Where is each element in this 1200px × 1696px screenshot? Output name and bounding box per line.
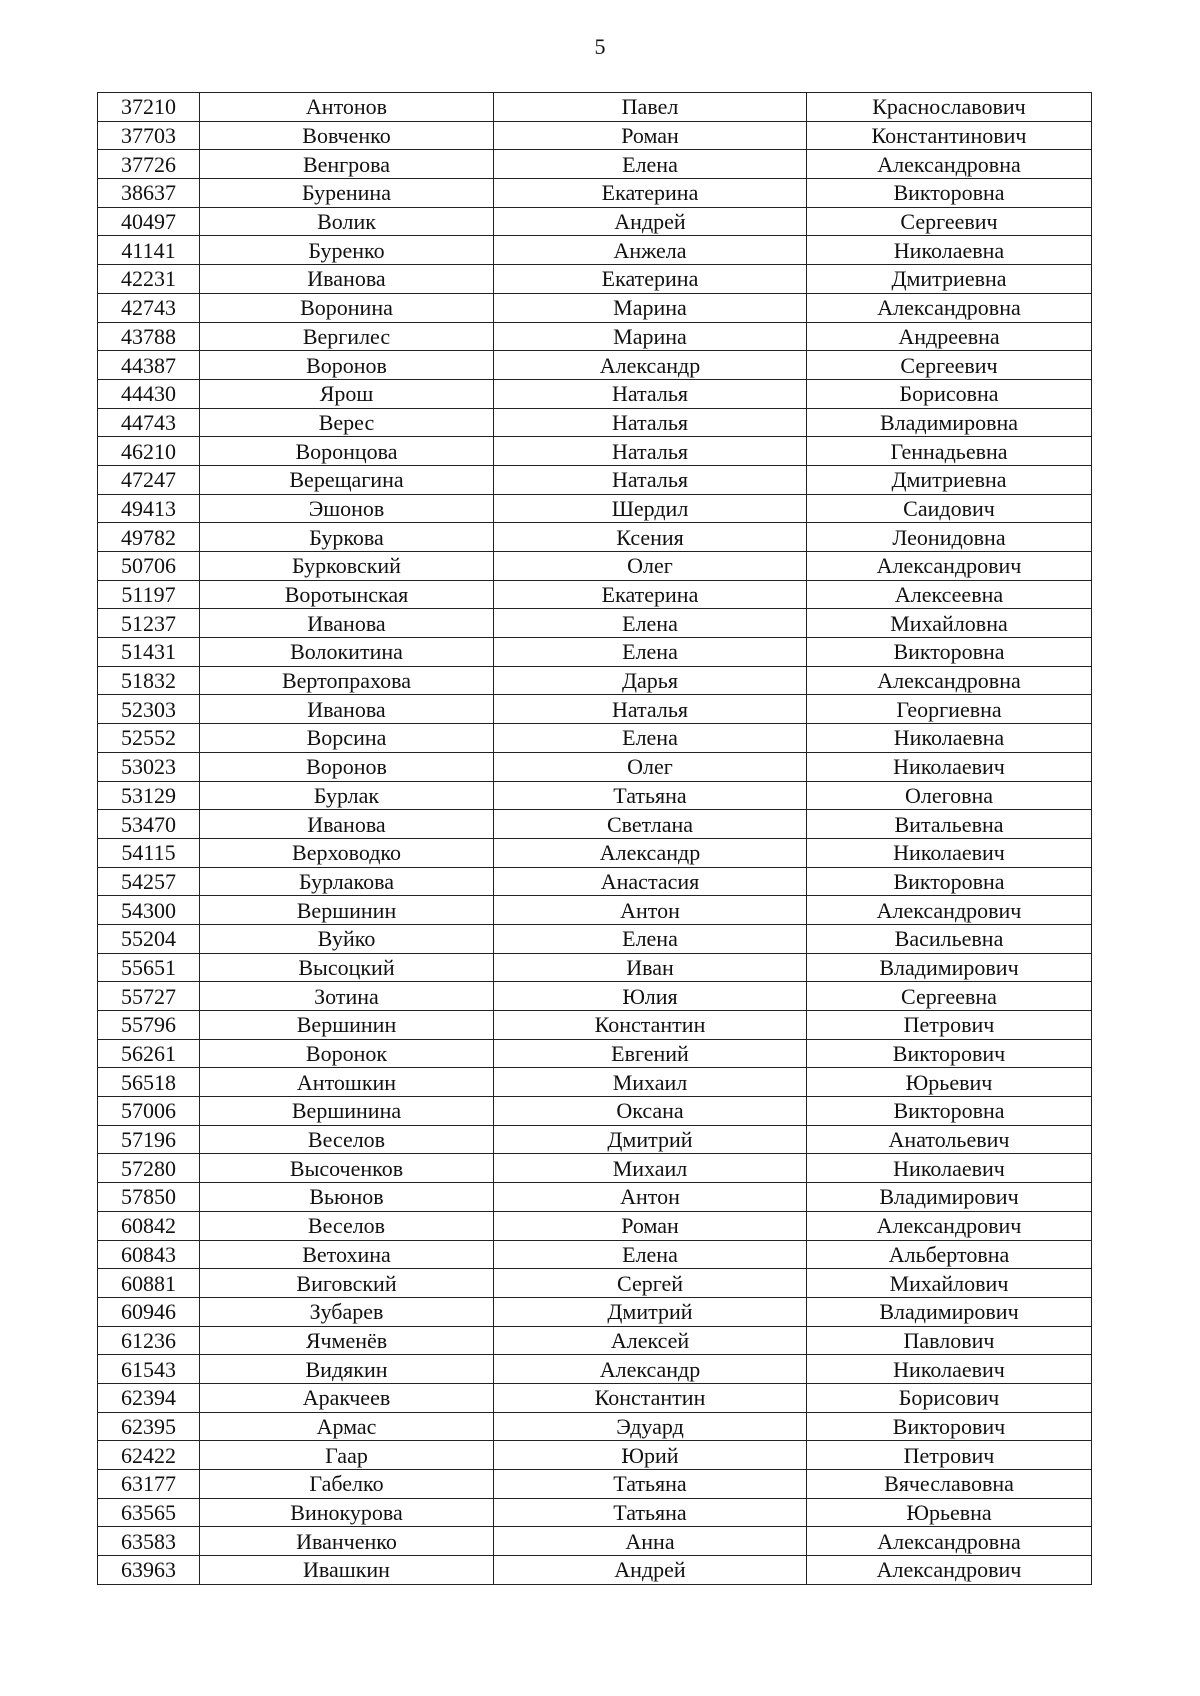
id-cell: 63565 xyxy=(98,1498,200,1527)
last-name-cell: Волокитина xyxy=(200,638,494,667)
table-row xyxy=(98,1498,1092,1527)
last-name-cell: Ветохина xyxy=(200,1240,494,1269)
table-row xyxy=(98,924,1092,953)
patronymic-cell: Александрович xyxy=(807,1556,1092,1585)
last-name-cell: Иванченко xyxy=(200,1527,494,1556)
table-row xyxy=(98,953,1092,982)
id-cell: 47247 xyxy=(98,465,200,494)
last-name-cell: Веселов xyxy=(200,1125,494,1154)
last-name-cell: Воронина xyxy=(200,293,494,322)
first-name-cell: Олег xyxy=(494,752,807,781)
first-name-cell: Сергей xyxy=(494,1269,807,1298)
first-name-cell: Татьяна xyxy=(494,1498,807,1527)
last-name-cell: Ярош xyxy=(200,379,494,408)
first-name-cell: Марина xyxy=(494,322,807,351)
patronymic-cell: Витальевна xyxy=(807,810,1092,839)
patronymic-cell: Петрович xyxy=(807,1011,1092,1040)
patronymic-cell: Борисович xyxy=(807,1383,1092,1412)
table-row xyxy=(98,523,1092,552)
table-row xyxy=(98,1297,1092,1326)
first-name-cell: Светлана xyxy=(494,810,807,839)
patronymic-cell: Александровна xyxy=(807,1527,1092,1556)
first-name-cell: Иван xyxy=(494,953,807,982)
patronymic-cell: Васильевна xyxy=(807,924,1092,953)
last-name-cell: Габелко xyxy=(200,1470,494,1499)
id-cell: 49782 xyxy=(98,523,200,552)
id-cell: 51832 xyxy=(98,666,200,695)
id-cell: 57850 xyxy=(98,1183,200,1212)
id-cell: 55204 xyxy=(98,924,200,953)
table-row xyxy=(98,552,1092,581)
last-name-cell: Армас xyxy=(200,1412,494,1441)
first-name-cell: Михаил xyxy=(494,1068,807,1097)
first-name-cell: Александр xyxy=(494,838,807,867)
patronymic-cell: Владимирович xyxy=(807,1297,1092,1326)
last-name-cell: Вершинин xyxy=(200,896,494,925)
roster-body xyxy=(98,93,1092,1585)
id-cell: 52552 xyxy=(98,724,200,753)
id-cell: 51237 xyxy=(98,609,200,638)
patronymic-cell: Юрьевич xyxy=(807,1068,1092,1097)
table-row xyxy=(98,1125,1092,1154)
table-row xyxy=(98,293,1092,322)
first-name-cell: Юлия xyxy=(494,982,807,1011)
last-name-cell: Зотина xyxy=(200,982,494,1011)
id-cell: 57280 xyxy=(98,1154,200,1183)
table-row xyxy=(98,1039,1092,1068)
patronymic-cell: Михайлович xyxy=(807,1269,1092,1298)
patronymic-cell: Георгиевна xyxy=(807,695,1092,724)
table-row xyxy=(98,666,1092,695)
patronymic-cell: Владимирович xyxy=(807,953,1092,982)
table-row xyxy=(98,1269,1092,1298)
patronymic-cell: Павлович xyxy=(807,1326,1092,1355)
first-name-cell: Андрей xyxy=(494,1556,807,1585)
id-cell: 53470 xyxy=(98,810,200,839)
id-cell: 62422 xyxy=(98,1441,200,1470)
last-name-cell: Аракчеев xyxy=(200,1383,494,1412)
id-cell: 55727 xyxy=(98,982,200,1011)
table-row xyxy=(98,93,1092,122)
patronymic-cell: Викторовна xyxy=(807,867,1092,896)
id-cell: 54257 xyxy=(98,867,200,896)
table-row xyxy=(98,1011,1092,1040)
last-name-cell: Буренко xyxy=(200,236,494,265)
last-name-cell: Воротынская xyxy=(200,580,494,609)
table-row xyxy=(98,1441,1092,1470)
patronymic-cell: Геннадьевна xyxy=(807,437,1092,466)
table-row xyxy=(98,1154,1092,1183)
first-name-cell: Эдуард xyxy=(494,1412,807,1441)
last-name-cell: Вершинина xyxy=(200,1097,494,1126)
table-row xyxy=(98,609,1092,638)
table-row xyxy=(98,1383,1092,1412)
first-name-cell: Елена xyxy=(494,609,807,638)
table-row xyxy=(98,265,1092,294)
table-row xyxy=(98,179,1092,208)
patronymic-cell: Саидович xyxy=(807,494,1092,523)
first-name-cell: Шердил xyxy=(494,494,807,523)
table-row xyxy=(98,236,1092,265)
page-number: 5 xyxy=(594,34,606,59)
patronymic-cell: Николаевна xyxy=(807,236,1092,265)
id-cell: 37726 xyxy=(98,150,200,179)
patronymic-cell: Викторович xyxy=(807,1412,1092,1441)
last-name-cell: Верес xyxy=(200,408,494,437)
id-cell: 60843 xyxy=(98,1240,200,1269)
first-name-cell: Дарья xyxy=(494,666,807,695)
patronymic-cell: Олеговна xyxy=(807,781,1092,810)
first-name-cell: Ксения xyxy=(494,523,807,552)
id-cell: 60946 xyxy=(98,1297,200,1326)
first-name-cell: Юрий xyxy=(494,1441,807,1470)
table-row xyxy=(98,1470,1092,1499)
first-name-cell: Наталья xyxy=(494,695,807,724)
id-cell: 57006 xyxy=(98,1097,200,1126)
last-name-cell: Антошкин xyxy=(200,1068,494,1097)
id-cell: 43788 xyxy=(98,322,200,351)
table-row xyxy=(98,1183,1092,1212)
table-row xyxy=(98,1556,1092,1585)
id-cell: 37210 xyxy=(98,93,200,122)
patronymic-cell: Александрович xyxy=(807,552,1092,581)
first-name-cell: Елена xyxy=(494,638,807,667)
last-name-cell: Буркова xyxy=(200,523,494,552)
patronymic-cell: Дмитриевна xyxy=(807,265,1092,294)
first-name-cell: Александр xyxy=(494,351,807,380)
id-cell: 50706 xyxy=(98,552,200,581)
first-name-cell: Константин xyxy=(494,1011,807,1040)
last-name-cell: Высоцкий xyxy=(200,953,494,982)
last-name-cell: Иванова xyxy=(200,810,494,839)
first-name-cell: Наталья xyxy=(494,408,807,437)
first-name-cell: Марина xyxy=(494,293,807,322)
first-name-cell: Дмитрий xyxy=(494,1125,807,1154)
first-name-cell: Елена xyxy=(494,924,807,953)
last-name-cell: Бурковский xyxy=(200,552,494,581)
patronymic-cell: Викторовна xyxy=(807,179,1092,208)
patronymic-cell: Николаевич xyxy=(807,1154,1092,1183)
first-name-cell: Андрей xyxy=(494,207,807,236)
id-cell: 51197 xyxy=(98,580,200,609)
patronymic-cell: Александрович xyxy=(807,896,1092,925)
table-row xyxy=(98,838,1092,867)
patronymic-cell: Дмитриевна xyxy=(807,465,1092,494)
last-name-cell: Венгрова xyxy=(200,150,494,179)
first-name-cell: Роман xyxy=(494,121,807,150)
id-cell: 49413 xyxy=(98,494,200,523)
last-name-cell: Воронов xyxy=(200,752,494,781)
table-row xyxy=(98,724,1092,753)
patronymic-cell: Алексеевна xyxy=(807,580,1092,609)
patronymic-cell: Александрович xyxy=(807,1211,1092,1240)
first-name-cell: Павел xyxy=(494,93,807,122)
first-name-cell: Антон xyxy=(494,1183,807,1212)
last-name-cell: Иванова xyxy=(200,695,494,724)
id-cell: 52303 xyxy=(98,695,200,724)
first-name-cell: Оксана xyxy=(494,1097,807,1126)
first-name-cell: Антон xyxy=(494,896,807,925)
id-cell: 37703 xyxy=(98,121,200,150)
table-row xyxy=(98,437,1092,466)
first-name-cell: Наталья xyxy=(494,379,807,408)
table-row xyxy=(98,207,1092,236)
id-cell: 53023 xyxy=(98,752,200,781)
id-cell: 57196 xyxy=(98,1125,200,1154)
id-cell: 55651 xyxy=(98,953,200,982)
table-row xyxy=(98,1240,1092,1269)
id-cell: 63583 xyxy=(98,1527,200,1556)
id-cell: 42231 xyxy=(98,265,200,294)
table-row xyxy=(98,121,1092,150)
last-name-cell: Воронов xyxy=(200,351,494,380)
id-cell: 56518 xyxy=(98,1068,200,1097)
id-cell: 44430 xyxy=(98,379,200,408)
table-row xyxy=(98,867,1092,896)
table-row xyxy=(98,752,1092,781)
last-name-cell: Воронцова xyxy=(200,437,494,466)
last-name-cell: Верховодко xyxy=(200,838,494,867)
first-name-cell: Екатерина xyxy=(494,580,807,609)
last-name-cell: Вуйко xyxy=(200,924,494,953)
table-row xyxy=(98,580,1092,609)
patronymic-cell: Петрович xyxy=(807,1441,1092,1470)
table-row xyxy=(98,1326,1092,1355)
last-name-cell: Эшонов xyxy=(200,494,494,523)
first-name-cell: Дмитрий xyxy=(494,1297,807,1326)
id-cell: 56261 xyxy=(98,1039,200,1068)
patronymic-cell: Владимирович xyxy=(807,1183,1092,1212)
first-name-cell: Олег xyxy=(494,552,807,581)
last-name-cell: Буренина xyxy=(200,179,494,208)
last-name-cell: Бурлакова xyxy=(200,867,494,896)
last-name-cell: Видякин xyxy=(200,1355,494,1384)
table-row xyxy=(98,810,1092,839)
id-cell: 62394 xyxy=(98,1383,200,1412)
id-cell: 41141 xyxy=(98,236,200,265)
patronymic-cell: Андреевна xyxy=(807,322,1092,351)
first-name-cell: Татьяна xyxy=(494,1470,807,1499)
id-cell: 53129 xyxy=(98,781,200,810)
patronymic-cell: Николаевич xyxy=(807,838,1092,867)
table-row xyxy=(98,322,1092,351)
last-name-cell: Воронок xyxy=(200,1039,494,1068)
patronymic-cell: Анатольевич xyxy=(807,1125,1092,1154)
first-name-cell: Елена xyxy=(494,150,807,179)
table-row xyxy=(98,1211,1092,1240)
table-row xyxy=(98,408,1092,437)
last-name-cell: Вьюнов xyxy=(200,1183,494,1212)
first-name-cell: Елена xyxy=(494,724,807,753)
id-cell: 44387 xyxy=(98,351,200,380)
last-name-cell: Винокурова xyxy=(200,1498,494,1527)
last-name-cell: Верещагина xyxy=(200,465,494,494)
first-name-cell: Екатерина xyxy=(494,179,807,208)
id-cell: 63177 xyxy=(98,1470,200,1499)
id-cell: 61236 xyxy=(98,1326,200,1355)
id-cell: 61543 xyxy=(98,1355,200,1384)
patronymic-cell: Александровна xyxy=(807,150,1092,179)
table-row xyxy=(98,1097,1092,1126)
id-cell: 54115 xyxy=(98,838,200,867)
last-name-cell: Вертопрахова xyxy=(200,666,494,695)
last-name-cell: Веселов xyxy=(200,1211,494,1240)
patronymic-cell: Александровна xyxy=(807,666,1092,695)
last-name-cell: Иванова xyxy=(200,609,494,638)
last-name-cell: Вершинин xyxy=(200,1011,494,1040)
patronymic-cell: Владимировна xyxy=(807,408,1092,437)
table-row xyxy=(98,351,1092,380)
table-row xyxy=(98,1355,1092,1384)
first-name-cell: Евгений xyxy=(494,1039,807,1068)
patronymic-cell: Викторовна xyxy=(807,1097,1092,1126)
patronymic-cell: Юрьевна xyxy=(807,1498,1092,1527)
id-cell: 55796 xyxy=(98,1011,200,1040)
last-name-cell: Гаар xyxy=(200,1441,494,1470)
patronymic-cell: Николаевич xyxy=(807,1355,1092,1384)
patronymic-cell: Леонидовна xyxy=(807,523,1092,552)
table-row xyxy=(98,695,1092,724)
patronymic-cell: Сергеевна xyxy=(807,982,1092,1011)
last-name-cell: Виговский xyxy=(200,1269,494,1298)
id-cell: 44743 xyxy=(98,408,200,437)
table-row xyxy=(98,1412,1092,1441)
last-name-cell: Антонов xyxy=(200,93,494,122)
first-name-cell: Наталья xyxy=(494,437,807,466)
first-name-cell: Роман xyxy=(494,1211,807,1240)
patronymic-cell: Викторович xyxy=(807,1039,1092,1068)
patronymic-cell: Николаевна xyxy=(807,724,1092,753)
last-name-cell: Вовченко xyxy=(200,121,494,150)
patronymic-cell: Николаевич xyxy=(807,752,1092,781)
table-row xyxy=(98,1068,1092,1097)
first-name-cell: Елена xyxy=(494,1240,807,1269)
patronymic-cell: Александровна xyxy=(807,293,1092,322)
id-cell: 38637 xyxy=(98,179,200,208)
first-name-cell: Михаил xyxy=(494,1154,807,1183)
table-row xyxy=(98,638,1092,667)
id-cell: 62395 xyxy=(98,1412,200,1441)
last-name-cell: Вергилес xyxy=(200,322,494,351)
patronymic-cell: Константинович xyxy=(807,121,1092,150)
id-cell: 40497 xyxy=(98,207,200,236)
last-name-cell: Иванова xyxy=(200,265,494,294)
first-name-cell: Анжела xyxy=(494,236,807,265)
table-row xyxy=(98,1527,1092,1556)
patronymic-cell: Сергеевич xyxy=(807,351,1092,380)
first-name-cell: Анастасия xyxy=(494,867,807,896)
table-row xyxy=(98,150,1092,179)
table-row xyxy=(98,982,1092,1011)
patronymic-cell: Викторовна xyxy=(807,638,1092,667)
first-name-cell: Александр xyxy=(494,1355,807,1384)
first-name-cell: Екатерина xyxy=(494,265,807,294)
patronymic-cell: Борисовна xyxy=(807,379,1092,408)
last-name-cell: Бурлак xyxy=(200,781,494,810)
id-cell: 54300 xyxy=(98,896,200,925)
last-name-cell: Ворсина xyxy=(200,724,494,753)
last-name-cell: Волик xyxy=(200,207,494,236)
id-cell: 51431 xyxy=(98,638,200,667)
last-name-cell: Высоченков xyxy=(200,1154,494,1183)
first-name-cell: Анна xyxy=(494,1527,807,1556)
last-name-cell: Ивашкин xyxy=(200,1556,494,1585)
first-name-cell: Наталья xyxy=(494,465,807,494)
patronymic-cell: Вячеславовна xyxy=(807,1470,1092,1499)
table-row xyxy=(98,896,1092,925)
id-cell: 63963 xyxy=(98,1556,200,1585)
table-row xyxy=(98,781,1092,810)
first-name-cell: Алексей xyxy=(494,1326,807,1355)
id-cell: 60842 xyxy=(98,1211,200,1240)
patronymic-cell: Михайловна xyxy=(807,609,1092,638)
id-cell: 42743 xyxy=(98,293,200,322)
first-name-cell: Татьяна xyxy=(494,781,807,810)
table-row xyxy=(98,379,1092,408)
last-name-cell: Ячменёв xyxy=(200,1326,494,1355)
last-name-cell: Зубарев xyxy=(200,1297,494,1326)
table-row xyxy=(98,494,1092,523)
roster-table xyxy=(97,92,1092,1585)
id-cell: 60881 xyxy=(98,1269,200,1298)
patronymic-cell: Краснославович xyxy=(807,93,1092,122)
patronymic-cell: Сергеевич xyxy=(807,207,1092,236)
id-cell: 46210 xyxy=(98,437,200,466)
table-row xyxy=(98,465,1092,494)
patronymic-cell: Альбертовна xyxy=(807,1240,1092,1269)
first-name-cell: Константин xyxy=(494,1383,807,1412)
